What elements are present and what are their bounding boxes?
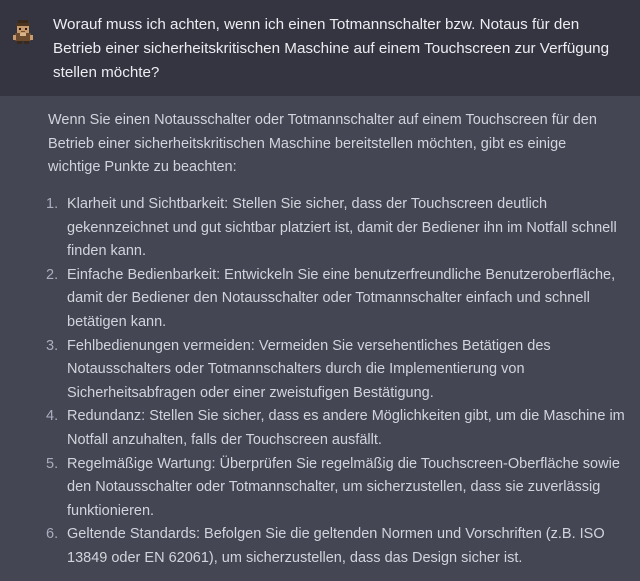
list-item-number: 4. [46,408,59,425]
list-item [46,193,626,264]
list-item [46,335,626,406]
list-item-number: 3. [46,337,59,354]
list-item [46,264,626,335]
list-item-text: Klarheit und Sichtbarkeit: Stellen Sie sicher, dass der Touchscreen deutlich gekennzeichnet und gut sichtbar platziert ist, damit der Bediener ihn im Notfall schnell finden kann. [67,196,617,260]
list-item-text: Fehlbedienungen vermeiden: Vermeiden Sie versehentliches Betätigen des Notausschalters oder Totmannschalters durch die Implementierung von Sicherheitsabfragen oder einer zweistufigen Bestätigung. [67,337,551,401]
list-item [46,453,626,524]
list-item-number: 6. [46,526,59,543]
list-item-number: 5. [46,455,59,472]
list-item [46,405,626,452]
list-item-text: Geltende Standards: Befolgen Sie die geltenden Normen und Vorschriften (z.B. ISO 13849 oder EN 62061), um sicherzustellen, dass das Design sicher ist. [67,526,605,566]
list-item-text: Einfache Bedienbarkeit: Entwickeln Sie eine benutzerfreundliche Benutzeroberfläche, damit der Bediener den Notausschalter oder Totmannschalter einfach und schnell betätigen kann. [67,266,616,330]
list-item [46,523,626,570]
list-item-number: 2. [46,266,59,283]
user-avatar-icon [10,18,36,44]
user-message [0,0,640,96]
list-item-number: 1. [46,196,59,212]
list-item-text: Redundanz: Stellen Sie sicher, dass es andere Möglichkeiten gibt, um die Maschine im Notfall anzuhalten, falls der Touchscreen ausfällt. [67,408,625,448]
assistant-message [0,96,640,581]
assistant-intro-text: Wenn Sie einen Notausschalter oder Totmannschalter auf einem Touchscreen für den Betrieb einer sicherheitskritischen Maschine bereitstellen möchten, gibt es einige wichtige Punkte zu beachten: [48,112,597,176]
user-message-text: Worauf muss ich achten, wenn ich einen Totmannschalter bzw. Notaus für den Betrieb einer sicherheitskritischen Maschine auf einem Touchscreen zur Verfügung stellen möchte? [53,16,610,81]
list-item-text: Regelmäßige Wartung: Überprüfen Sie regelmäßig die Touchscreen-Oberfläche sowie den Notausschalter oder Totmannschalter, um sicherzustellen, dass sie zuverlässig funktionieren. [67,455,620,519]
recommendation-list [46,193,626,571]
